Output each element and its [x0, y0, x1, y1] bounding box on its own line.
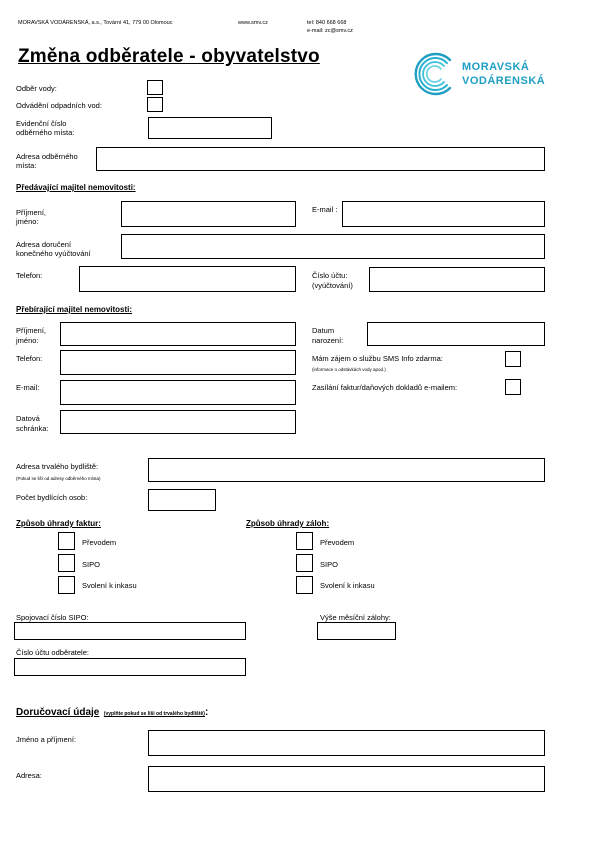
- vyse-zalohy-input[interactable]: [317, 622, 396, 640]
- predavajici-heading: Předávající majitel nemovitosti:: [16, 183, 136, 192]
- predavajici-email-label: E-mail :: [312, 205, 338, 214]
- sms-info-note: (informace o odstávkách vody apod.): [312, 367, 386, 372]
- faktury-prevodem-checkbox[interactable]: [58, 532, 75, 550]
- ucet-odberatele-input[interactable]: [14, 658, 246, 676]
- predavajici-prijmeni-input[interactable]: [121, 201, 296, 227]
- predavajici-telefon-label: Telefon:: [16, 271, 43, 280]
- datum-narozeni-label-1: Datum: [312, 326, 335, 335]
- predavajici-ucet-input[interactable]: [369, 267, 545, 292]
- odber-vody-label: Odběr vody:: [16, 84, 57, 93]
- dorucovaci-heading-row: [16, 702, 208, 720]
- zalohy-inkaso-checkbox[interactable]: [296, 576, 313, 594]
- zalohy-inkaso-label: Svolení k inkasu: [320, 581, 375, 590]
- predavajici-prijmeni-label-1: Příjmení,: [16, 208, 47, 217]
- faktury-inkaso-checkbox[interactable]: [58, 576, 75, 594]
- preberajici-prijmeni-label-2: jméno:: [16, 336, 39, 345]
- logo-line1: MORAVSKÁ: [462, 61, 530, 73]
- pocet-osob-input[interactable]: [148, 489, 216, 511]
- faktury-email-checkbox[interactable]: [505, 379, 521, 395]
- faktury-sipo-label: SIPO: [82, 560, 100, 569]
- faktury-email-label: Zasílání faktur/daňových dokladů e-mailem:: [312, 383, 458, 392]
- uhrada-zaloh-heading: Způsob úhrady záloh:: [246, 519, 330, 528]
- sms-info-label: Mám zájem o službu SMS Info zdarma:: [312, 354, 443, 363]
- preberajici-email-label: E-mail:: [16, 383, 40, 392]
- pocet-osob-label: Počet bydlících osob:: [16, 493, 88, 502]
- logo-line2: VODÁRENSKÁ: [462, 75, 546, 87]
- evidencni-cislo-input[interactable]: [148, 117, 272, 139]
- dorucovaci-jmeno-input[interactable]: [148, 730, 545, 756]
- trvale-bydliste-label: Adresa trvalého bydliště:: [16, 462, 99, 471]
- predavajici-prijmeni-label-2: jméno:: [16, 217, 39, 226]
- sms-info-checkbox[interactable]: [505, 351, 521, 367]
- adresa-odberneho-label-1: Adresa odběrného: [16, 152, 78, 161]
- predavajici-adresa-label-2: konečného vyúčtování: [16, 249, 91, 258]
- ucet-odberatele-label: Číslo účtu odběratele:: [16, 648, 89, 657]
- datum-narozeni-label-2: narození:: [312, 336, 344, 345]
- uhrada-faktur-heading: Způsob úhrady faktur:: [16, 519, 101, 528]
- evidencni-label-2: odběrného místa:: [16, 128, 75, 137]
- zalohy-prevodem-label: Převodem: [320, 538, 355, 547]
- company-phone: tel: 840 668 668: [307, 20, 347, 26]
- preberajici-email-input[interactable]: [60, 380, 296, 405]
- adresa-odberneho-input[interactable]: [96, 147, 545, 171]
- dorucovaci-jmeno-label: Jméno a příjmení:: [16, 735, 77, 744]
- datova-schranka-label-2: schránka:: [16, 424, 49, 433]
- odvadeni-label: Odvádění odpadních vod:: [16, 101, 102, 110]
- zalohy-prevodem-checkbox[interactable]: [296, 532, 313, 550]
- moravska-vodarenska-logo-icon: [410, 52, 458, 96]
- dorucovaci-heading-colon: :: [204, 707, 209, 718]
- predavajici-adresa-input[interactable]: [121, 234, 545, 259]
- predavajici-ucet-label-2: (vyúčtování): [312, 281, 353, 290]
- preberajici-prijmeni-label-1: Příjmení,: [16, 326, 47, 335]
- zalohy-sipo-label: SIPO: [320, 560, 338, 569]
- evidencni-label-1: Evidenční číslo: [16, 119, 67, 128]
- trvale-bydliste-note: (Pokud se liší od adresy odběrného místa): [16, 476, 101, 481]
- preberajici-telefon-input[interactable]: [60, 350, 296, 375]
- predavajici-telefon-input[interactable]: [79, 266, 296, 292]
- spojovaci-sipo-label: Spojovací číslo SIPO:: [16, 613, 89, 622]
- trvale-bydliste-input[interactable]: [148, 458, 545, 482]
- spojovaci-sipo-input[interactable]: [14, 622, 246, 640]
- page-title: Změna odběratele - obyvatelstvo: [18, 46, 320, 67]
- zalohy-sipo-checkbox[interactable]: [296, 554, 313, 572]
- faktury-sipo-checkbox[interactable]: [58, 554, 75, 572]
- dorucovaci-heading: Doručovací údaje: [16, 707, 100, 718]
- vyse-zalohy-label: Výše měsíční zálohy:: [320, 613, 391, 622]
- preberajici-telefon-label: Telefon:: [16, 354, 43, 363]
- predavajici-ucet-label-1: Číslo účtu:: [312, 271, 348, 280]
- company-web: www.smv.cz: [238, 20, 268, 26]
- preberajici-prijmeni-input[interactable]: [60, 322, 296, 346]
- faktury-inkaso-label: Svolení k inkasu: [82, 581, 137, 590]
- predavajici-adresa-label-1: Adresa doručení: [16, 240, 72, 249]
- odvadeni-checkbox[interactable]: [147, 97, 163, 112]
- datova-schranka-label-1: Datová: [16, 414, 40, 423]
- adresa-odberneho-label-2: místa:: [16, 161, 37, 170]
- company-email: e-mail: zc@smv.cz: [307, 28, 353, 34]
- datova-schranka-input[interactable]: [60, 410, 296, 434]
- dorucovaci-heading-note: (vyplňte pokud se liší od trvalého bydliště): [103, 711, 205, 717]
- predavajici-email-input[interactable]: [342, 201, 545, 227]
- faktury-prevodem-label: Převodem: [82, 538, 117, 547]
- dorucovaci-adresa-label: Adresa:: [16, 771, 42, 780]
- odber-vody-checkbox[interactable]: [147, 80, 163, 95]
- preberajici-heading: Přebírající majitel nemovitosti:: [16, 305, 133, 314]
- dorucovaci-adresa-input[interactable]: [148, 766, 545, 792]
- datum-narozeni-input[interactable]: [367, 322, 545, 346]
- company-address: MORAVSKÁ VODÁRENSKÁ, a.s., Tovární 41, 779 00 Olomouc: [18, 20, 173, 26]
